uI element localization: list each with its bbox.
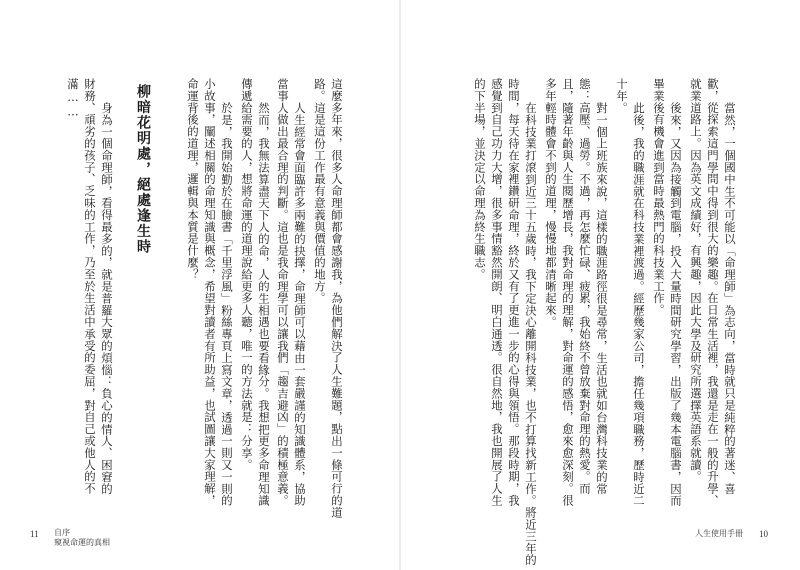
- text-column: 於是，我開始勤於在臉書「千里浮風」粉絲專頁上寫文章，透過一則又一則的: [220, 102, 234, 507]
- text-column: 財務、頑劣的孩子、乏味的工作，乃至於生活中承受的委屈，對自己或他人的不: [83, 78, 97, 495]
- text-column: 感覺到自己功力大增，很多事情豁然開朗、明白通透。很自然地，我也開展了人生: [490, 78, 504, 507]
- page-number: 10: [759, 529, 768, 539]
- footer-title: 人生使用手冊: [695, 529, 743, 538]
- text-column: 傳遞給需要的人，想將命運的道理說給更多人聽，唯一的方法就是：分享。: [240, 78, 254, 471]
- text-column: 歡，從探索這門學問中得到很大的樂趣。在日常生活裡，我還是走在一般的升學、: [706, 78, 720, 507]
- text-column: 此後，我的職涯就在科技業裡渡過。經歷幾家公司，擔任幾項職務，歷時近二: [632, 102, 646, 507]
- text-column: 人生經常會面臨許多兩難的抉擇，命理師可以藉由一套嚴謹的知識體系，協助: [293, 102, 307, 507]
- text-column: 時間，每天待在家裡鑽研命理，終於又有了更進一步的心得與領悟。那段時期，我: [507, 78, 521, 507]
- text-column: 態：高壓、過勞。不過，再怎麼忙碌、疲累，我始終不曾放棄對命理的熱愛。而: [578, 78, 592, 495]
- right-page: [401, 0, 800, 570]
- text-column: 對一個上班族來說，這樣的職涯路徑很是尋常，生活也就如台灣科技業的常: [595, 102, 609, 495]
- text-column: 在科技業打滾到近三十五歲時，我下定決心離開科技業，也不打算找新工作。將近三年的: [524, 102, 538, 567]
- text-column: 這麼多年來，很多人命理師都會感謝我，為他們解決了人生難題，點出一條可行的道: [330, 78, 344, 519]
- footer-title: 窺視命運的真相: [54, 538, 110, 547]
- text-column: 多年輕時體會不到的道理，慢慢地都清晰起來。: [544, 78, 558, 328]
- text-column: 後來，又因為接觸到電腦，投入大量時間研究學習，出版了幾本電腦書，因而: [669, 102, 683, 507]
- running-footer: [54, 528, 110, 548]
- text-column: 命運背後的道理，邏輯與本質是什麼？: [186, 78, 200, 281]
- text-column: 的下半場，並決定以命理為終生職志。: [473, 78, 487, 281]
- text-column: 小故事，闡述相關的命理知識與概念，希望對讀者有所助益，也試圖讓大家理解，: [203, 78, 217, 507]
- text-column: 畢業後有機會進到當時最熱門的科技業工作。: [652, 78, 666, 316]
- text-column: 當事人做出最合理的判斷。這也是我命理學可以讓我們「趨吉避凶」的積極意義。: [276, 78, 290, 507]
- text-column: 然而，我無法算盡天下人的命，人的生相遇也要看緣分。我想把更多命理知識: [257, 102, 271, 507]
- text-column: 路。這是這份工作最有意義與價值的地方。: [313, 78, 327, 305]
- text-column: 十年。: [615, 78, 629, 114]
- text-column: 當然，一個國中生不可能以「命理師」為志向，當時就只是純粹的著迷、喜: [723, 102, 737, 495]
- text-column: 身為一個命理師，看得最多的，就是普羅大眾的煩惱：負心的情人、困窘的: [100, 102, 114, 495]
- left-page: [0, 0, 399, 570]
- text-column: 就業道路上。因為英文成績好，有興趣，因此大學及研究所選擇英語系就讀。: [689, 78, 703, 483]
- page-number: 11: [30, 529, 39, 539]
- text-column: 滿……: [66, 78, 80, 119]
- text-column: 且，隨著年齡與人生閱歷增長，我對命理的理解，對命運的感悟，愈來愈深刻。很: [561, 78, 575, 507]
- section-heading: 柳暗花明處，絕處逢生時: [135, 84, 151, 255]
- footer-section: 自序: [54, 528, 70, 537]
